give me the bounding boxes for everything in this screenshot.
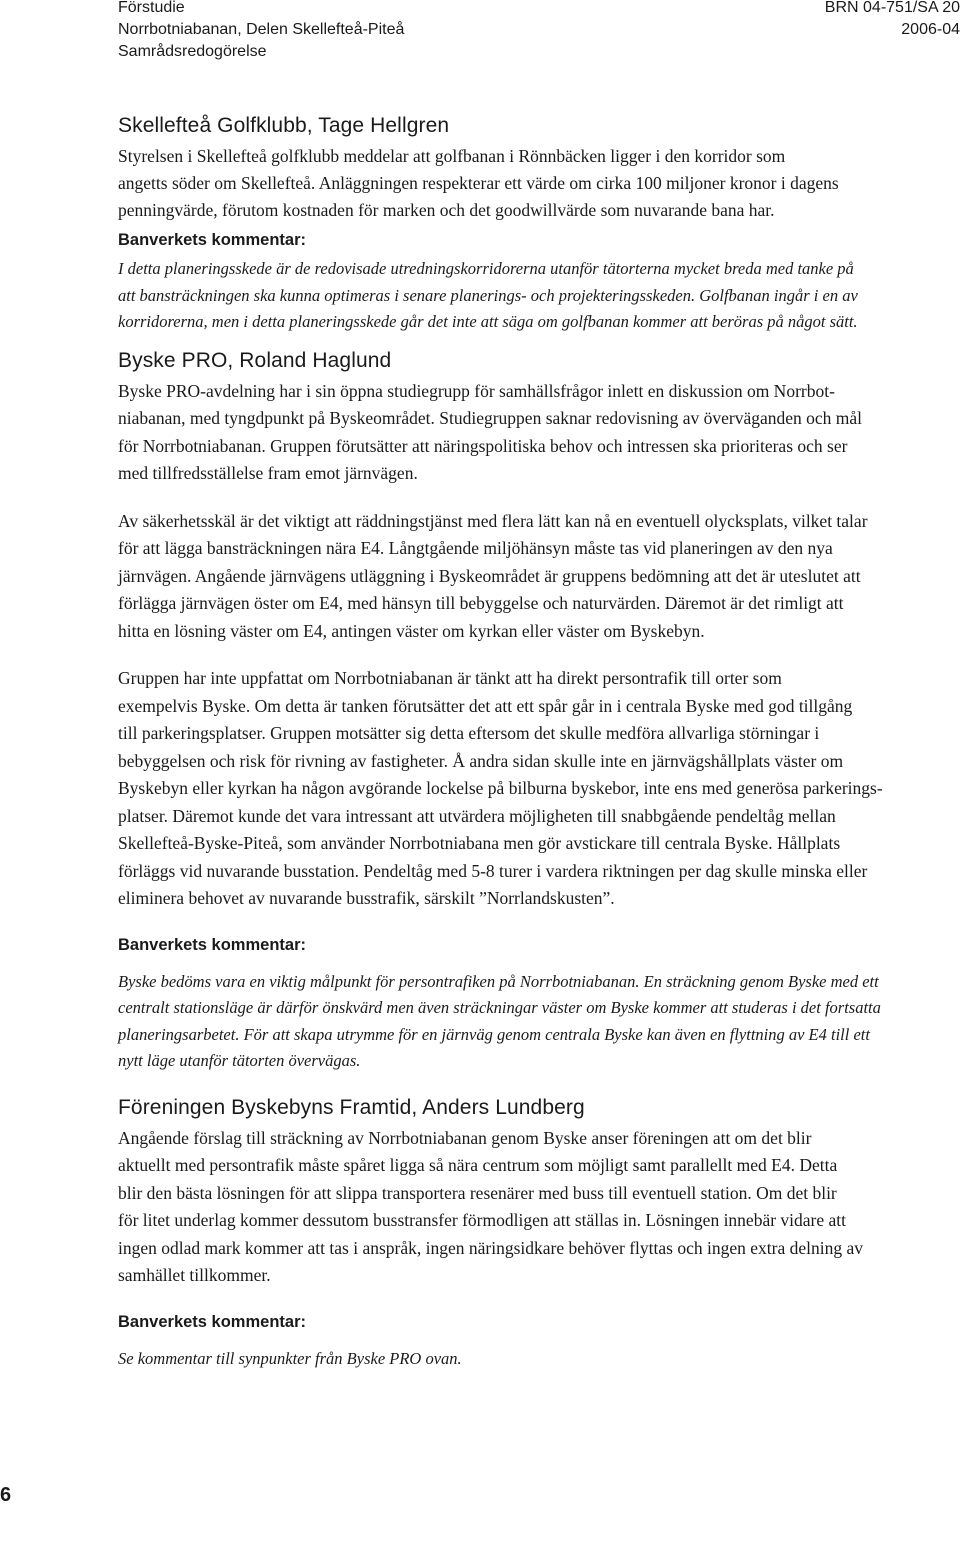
comment-label: Banverkets kommentar: xyxy=(118,231,306,249)
header-reference-number: BRN 04-751/SA 20 xyxy=(824,0,960,16)
comment-label: Banverkets kommentar: xyxy=(118,1312,306,1331)
text-line: eliminera behovet av nuvarande busstrafik, särskilt ”Norrlandskusten”. xyxy=(118,888,615,908)
text-line: planeringsarbetet. För att skapa utrymme för en järnväg genom centrala Byske kan även en flyttning av E4 till ett xyxy=(118,1024,870,1044)
text-line: Skellefteå-Byske-Piteå, som använder Norrbotniabana men gör avstickare till centrala Byske. Hållplats xyxy=(118,833,841,853)
text-line: Se kommentar till synpunkter från Byske PRO ovan. xyxy=(118,1348,462,1368)
section-golfklubb xyxy=(118,113,960,336)
text-line: Byskebyn eller kyrkan ha någon avgörande lockelse på bilburna byskebor, inte ens med generösa parkerings- xyxy=(118,778,883,798)
text-line: Av säkerhetsskäl är det viktigt att räddningstjänst med flera lätt kan nå en eventuell olycksplats, vilket talar xyxy=(118,510,868,531)
section-byske-pro xyxy=(118,348,960,1075)
section-heading: Föreningen Byskebyns Framtid, Anders Lundberg xyxy=(118,1095,585,1119)
section-heading: Skellefteå Golfklubb, Tage Hellgren xyxy=(118,114,450,137)
section-byskebyns-framtid xyxy=(118,1095,960,1373)
document-body xyxy=(118,113,960,1372)
text-line: Styrelsen i Skellefteå golfklubb meddelar att golfbanan i Rönnbäcken ligger i den korridor som xyxy=(118,146,786,166)
body-paragraph xyxy=(118,508,960,646)
text-line: korridorerna, men i detta planeringsskede går det inte att säga om golfbanan kommer att beröras på något sätt. xyxy=(118,312,858,331)
header-right xyxy=(825,0,960,41)
text-line: bebyggelsen och risk för rivning av fastigheter. Å andra sidan skulle inte en järnvägshållplats väster om xyxy=(118,750,844,771)
comment-text xyxy=(118,1346,960,1373)
page-number: 6 xyxy=(0,1484,12,1506)
text-line: till parkeringsplatser. Gruppen motsätter sig detta eftersom det skulle medföra allvarliga störningar i xyxy=(118,723,820,743)
text-line: för Norrbotniabanan. Gruppen förutsätter att näringspolitiska behov och intressen ska prioriteras och ser xyxy=(118,435,848,456)
text-line: för litet underlag kommer dessutom busstransfer förmodligen att ställas in. Lösningen innebär vidare att xyxy=(118,1210,847,1230)
text-line: exempelvis Byske. Om detta är tanken förutsätter det att ett spår går in i centrala Byske med god tillgång xyxy=(118,695,853,716)
text-line: centralt stationsläge är därför önskvärd men även sträckningar väster om Byske kommer att studeras i det fortsatta xyxy=(118,998,881,1017)
comment-text xyxy=(118,256,960,336)
header-date: 2006-04 xyxy=(901,21,960,38)
body-paragraph xyxy=(118,1125,960,1290)
text-line: förläggs vid nuvarande busstation. Pendeltåg med 5-8 turer i vardera riktningen per dag skulle minska eller xyxy=(118,860,868,881)
text-line: I detta planeringsskede är de redovisade utredningskorridorerna utanför tätorterna mycket breda med tanke på xyxy=(118,259,854,278)
header-left xyxy=(118,0,404,63)
text-line: penningvärde, förutom kostnaden för marken och det goodwillvärde som nuvarande bana har. xyxy=(118,200,775,220)
text-line: Gruppen har inte uppfattat om Norrbotniabanan är tänkt att ha direkt persontrafik till orter som xyxy=(118,668,782,688)
body-paragraph xyxy=(118,665,960,913)
text-line: aktuellt med persontrafik måste spåret ligga så nära centrum som möjligt samt parallellt med E4. Detta xyxy=(118,1155,838,1175)
text-line: angetts söder om Skellefteå. Anläggningen respekterar ett värde om cirka 100 miljoner kronor i dagens xyxy=(118,173,839,193)
text-line: förlägga järnvägen öster om E4, med hänsyn till bebyggelse och naturvärden. Däremot är det rimligt att xyxy=(118,593,844,613)
text-line: att bansträckningen ska kunna optimeras i senare planerings- och projekteringsskeden. Golfbanan ingår i en av xyxy=(118,285,858,305)
section-heading: Byske PRO, Roland Haglund xyxy=(118,348,392,372)
text-line: med tillfredsställelse fram emot järnvägen. xyxy=(118,463,418,483)
body-paragraph xyxy=(118,378,960,488)
header-project-name: Norrbotniabanan, Delen Skellefteå-Piteå xyxy=(118,21,405,38)
text-line: blir den bästa lösningen för att slippa transportera resenärer med buss till eventuell station. Om det blir xyxy=(118,1182,837,1203)
header-report-name: Samrådsredogörelse xyxy=(118,43,267,60)
text-line: platser. Däremot kunde det vara intressant att utvärdera möjligheten till snabbgående pendeltåg mellan xyxy=(118,805,836,826)
header-document-type: Förstudie xyxy=(118,0,185,16)
text-line: ingen odlad mark kommer att tas i anspråk, ingen näringsidkare behöver flyttas och ingen extra delning av xyxy=(118,1237,863,1258)
body-paragraph xyxy=(118,143,960,224)
text-line: hitta en lösning väster om E4, antingen väster om kyrkan eller väster om Byskebyn. xyxy=(118,620,705,641)
text-line: Angående förslag till sträckning av Norrbotniabanan genom Byske anser föreningen att om det blir xyxy=(118,1127,812,1148)
text-line: samhället tillkommer. xyxy=(118,1265,271,1285)
comment-label: Banverkets kommentar: xyxy=(118,935,306,954)
text-line: Byske PRO-avdelning har i sin öppna studiegrupp för samhällsfrågor inlett en diskussion om Norrbot- xyxy=(118,380,835,401)
text-line: niabanan, med tyngdpunkt på Byskeområdet. Studiegruppen saknar redovisning av överväganden och mål xyxy=(118,408,863,428)
text-line: för att lägga bansträckningen nära E4. Långtgående miljöhänsyn måste tas vid planeringen av den nya xyxy=(118,538,833,558)
text-line: nytt läge utanför tätorten övervägas. xyxy=(118,1051,361,1070)
text-line: Byske bedöms vara en viktig målpunkt för persontrafiken på Norrbotniabanan. En sträckning genom Byske med ett xyxy=(118,971,879,991)
comment-text xyxy=(118,969,960,1075)
text-line: järnvägen. Angående järnvägens utläggning i Byskeområdet är gruppens bedömning att det är uteslutet att xyxy=(118,565,861,586)
